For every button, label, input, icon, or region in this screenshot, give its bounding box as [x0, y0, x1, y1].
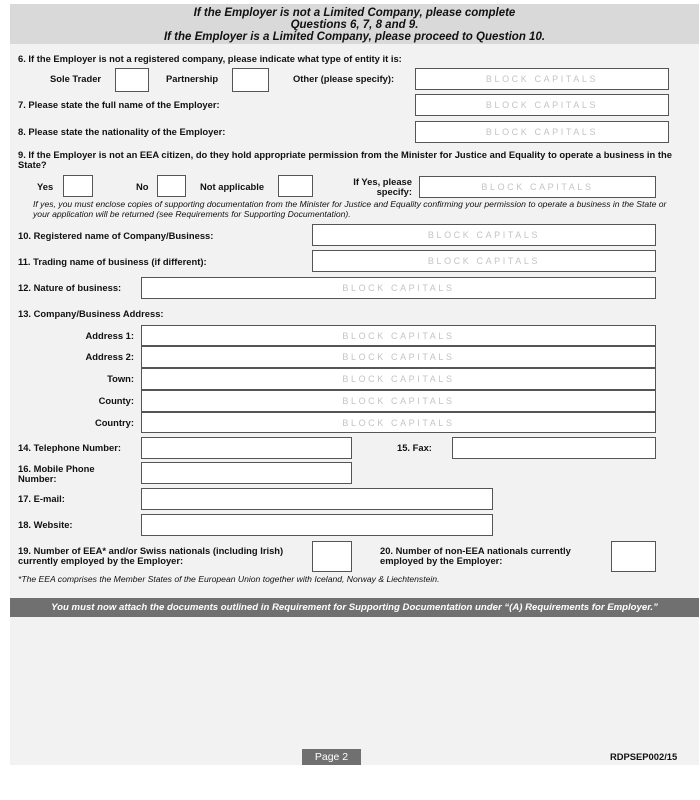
address2-field[interactable]: BLOCK CAPITALS: [141, 346, 656, 368]
sole-trader-label: Sole Trader: [50, 73, 102, 84]
q14-label: 14. Telephone Number:: [18, 442, 121, 453]
eea-note: *The EEA comprises the Member States of the European Union together with Iceland, Norway & Liechtenstein.: [18, 574, 440, 584]
non-eea-nationals-count-field[interactable]: [611, 541, 656, 572]
no-checkbox[interactable]: [157, 175, 186, 197]
town-field[interactable]: BLOCK CAPITALS: [141, 368, 656, 390]
other-specify-field[interactable]: BLOCK CAPITALS: [415, 68, 669, 90]
form-page: [10, 4, 699, 765]
attach-documents-banner: You must now attach the documents outlined in Requirement for Supporting Documentation under “(A) Requirements for Employer.”: [10, 598, 699, 617]
q20-label: 20. Number of non-EEA nationals currently employed by the Employer:: [380, 545, 571, 566]
form-code: RDPSEP002/15: [610, 751, 678, 762]
q16-label: 16. Mobile Phone Number:: [18, 463, 95, 484]
employer-name-field[interactable]: BLOCK CAPITALS: [415, 94, 669, 116]
q12-label: 12. Nature of business:: [18, 282, 122, 293]
q11-label: 11. Trading name of business (if different):: [18, 256, 207, 267]
partnership-checkbox[interactable]: [232, 68, 269, 92]
header-line-1: If the Employer is not a Limited Company, please complete: [193, 7, 516, 19]
not-applicable-label: Not applicable: [200, 181, 265, 192]
nature-of-business-field[interactable]: BLOCK CAPITALS: [141, 277, 656, 299]
eea-nationals-count-field[interactable]: [312, 541, 352, 572]
fax-field[interactable]: [452, 437, 656, 459]
header-line-3: If the Employer is a Limited Company, please proceed to Question 10.: [163, 31, 546, 43]
other-label: Other (please specify):: [293, 73, 395, 84]
employer-nationality-field[interactable]: BLOCK CAPITALS: [415, 121, 669, 143]
instructions-header: [10, 4, 699, 44]
q19-label: 19. Number of EEA* and/or Swiss nationals (including Irish) currently employed by the Employer:: [18, 545, 284, 566]
partnership-label: Partnership: [166, 73, 219, 84]
permission-specify-field[interactable]: BLOCK CAPITALS: [419, 176, 656, 198]
yes-label: Yes: [37, 181, 54, 192]
email-field[interactable]: [141, 488, 493, 510]
country-label: Country:: [94, 417, 134, 428]
q9-note: If yes, you must enclose copies of supporting documentation from the Minister for Justice and Equality confirming your permission to operate a business in the State or your application will be returned (see Requirements for Supporting Documentation).: [33, 199, 667, 219]
telephone-field[interactable]: [141, 437, 352, 459]
county-label: County:: [98, 395, 134, 406]
registered-name-field[interactable]: BLOCK CAPITALS: [312, 224, 656, 246]
county-field[interactable]: BLOCK CAPITALS: [141, 390, 656, 412]
no-label: No: [136, 181, 149, 192]
yes-checkbox[interactable]: [63, 175, 93, 197]
q18-label: 18. Website:: [18, 519, 73, 530]
q15-label: 15. Fax:: [397, 442, 432, 453]
address1-label: Address 1:: [85, 330, 134, 341]
trading-name-field[interactable]: BLOCK CAPITALS: [312, 250, 656, 272]
address1-field[interactable]: BLOCK CAPITALS: [141, 325, 656, 346]
q9-label: 9. If the Employer is not an EEA citizen, do they hold appropriate permission from the Minister for Justice and Equality to operate a business in the State?: [18, 149, 672, 170]
q10-label: 10. Registered name of Company/Business:: [18, 230, 214, 241]
q13-label: 13. Company/Business Address:: [18, 308, 164, 319]
header-line-2: Questions 6, 7, 8 and 9.: [290, 19, 419, 31]
specify-label: If Yes, please specify:: [353, 176, 412, 197]
website-field[interactable]: [141, 514, 493, 536]
page-number: Page 2: [302, 749, 361, 765]
q8-label: 8. Please state the nationality of the Employer:: [18, 126, 226, 137]
q17-label: 17. E-mail:: [18, 493, 65, 504]
q7-label: 7. Please state the full name of the Employer:: [18, 99, 220, 110]
not-applicable-checkbox[interactable]: [278, 175, 313, 197]
country-field[interactable]: BLOCK CAPITALS: [141, 412, 656, 433]
address2-label: Address 2:: [85, 351, 134, 362]
town-label: Town:: [107, 373, 134, 384]
mobile-phone-field[interactable]: [141, 462, 352, 484]
q6-label: 6. If the Employer is not a registered company, please indicate what type of entity it is:: [18, 53, 402, 64]
sole-trader-checkbox[interactable]: [115, 68, 149, 92]
